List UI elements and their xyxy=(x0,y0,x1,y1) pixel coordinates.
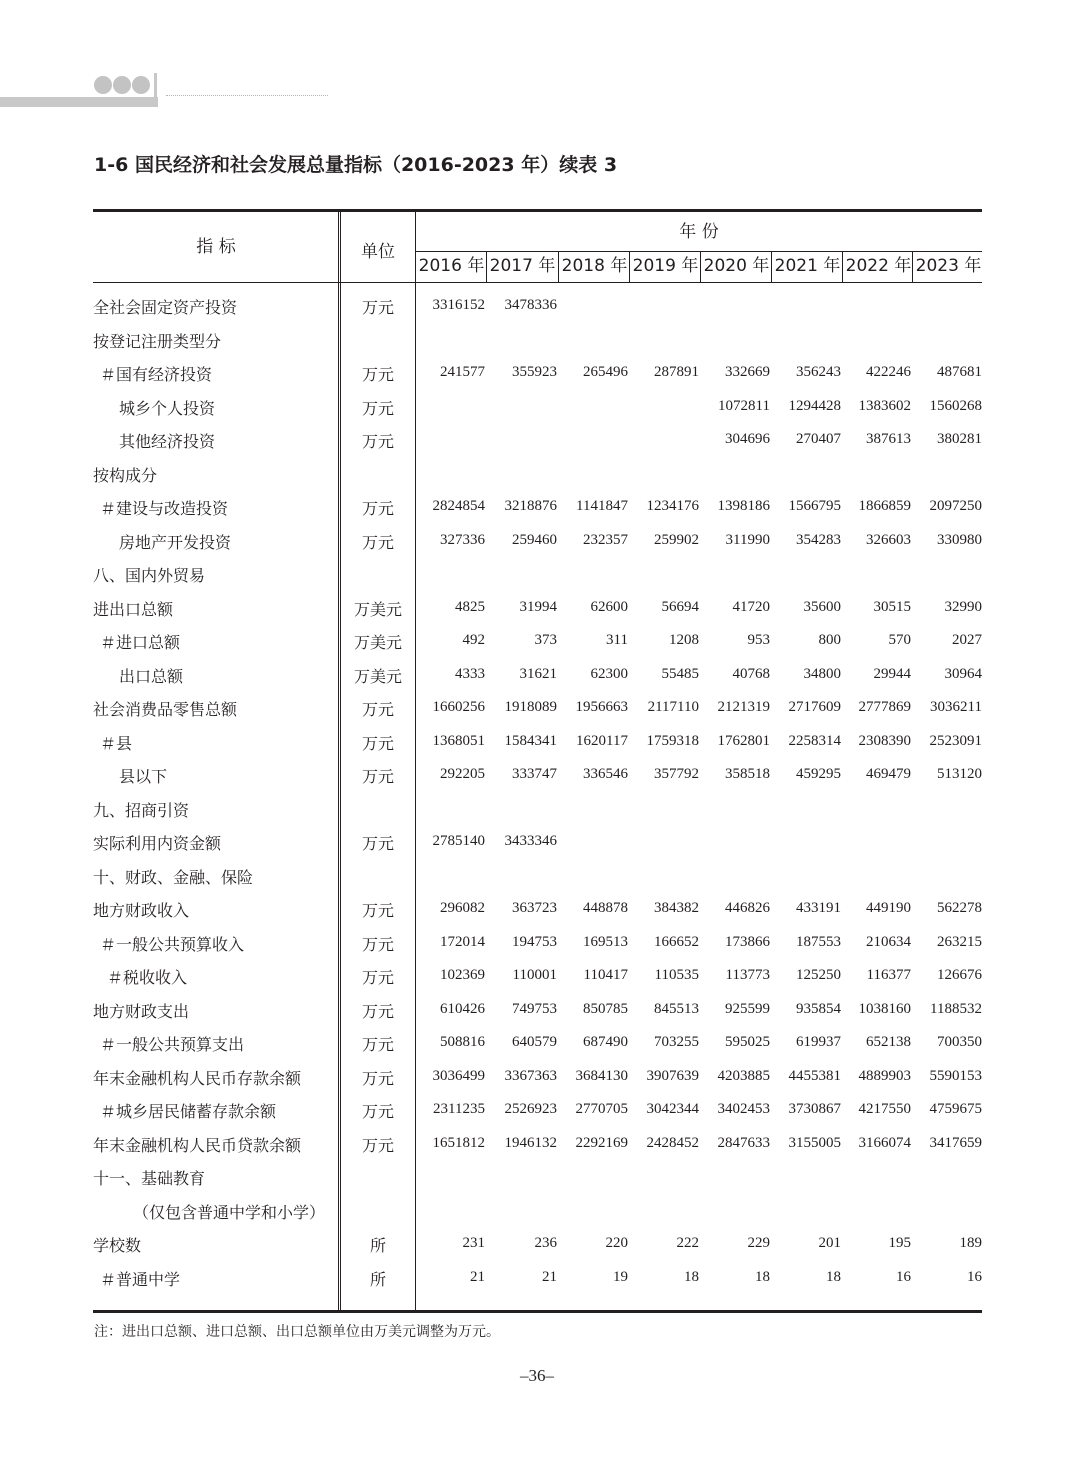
row-value: 1294428 xyxy=(788,397,841,414)
row-value: 422246 xyxy=(866,364,911,380)
row-value: 357792 xyxy=(654,766,699,782)
row-label: ＃进口总额 xyxy=(100,633,181,652)
row-value: 1188532 xyxy=(930,1000,982,1017)
row-label: ＃城乡居民储蓄存款余额 xyxy=(100,1102,277,1121)
row-unit: 万元 xyxy=(361,733,394,753)
row-value: 172014 xyxy=(440,933,485,950)
row-value: 35600 xyxy=(803,598,841,615)
header-bottom-rule xyxy=(93,282,982,283)
row-unit: 万元 xyxy=(361,934,394,954)
header-year: 2021 年 xyxy=(774,256,841,276)
row-value: 311 xyxy=(606,632,628,648)
row-value: 330980 xyxy=(937,531,982,548)
row-value: 311990 xyxy=(725,531,770,548)
row-value: 2027 xyxy=(952,632,982,648)
row-value: 595025 xyxy=(725,1034,770,1050)
row-label: ＃一般公共预算收入 xyxy=(100,934,245,954)
row-value: 373 xyxy=(534,632,557,648)
row-value: 18 xyxy=(684,1268,699,1285)
row-label: 八、国内外贸易 xyxy=(93,566,206,585)
row-value: 327336 xyxy=(440,531,485,548)
row-unit: 万元 xyxy=(361,532,394,552)
row-value: 16 xyxy=(967,1268,982,1285)
row-value: 2097250 xyxy=(929,498,982,514)
row-label: ＃一般公共预算支出 xyxy=(100,1035,245,1054)
row-unit: 万元 xyxy=(361,767,394,786)
row-unit: 万元 xyxy=(361,398,394,418)
table-row xyxy=(0,466,1074,499)
row-label: 全社会固定资产投资 xyxy=(93,298,238,317)
row-value: 56694 xyxy=(661,598,699,615)
row-value: 32990 xyxy=(944,598,982,615)
row-value: 110535 xyxy=(654,967,699,983)
row-value: 2526923 xyxy=(504,1101,557,1117)
table-row xyxy=(0,734,1074,767)
row-value: 1383602 xyxy=(858,397,911,414)
table-row xyxy=(0,399,1074,432)
row-value: 55485 xyxy=(661,665,699,682)
row-value: 3730867 xyxy=(788,1101,841,1117)
row-value: 18 xyxy=(755,1268,770,1285)
row-value: 3166074 xyxy=(858,1134,911,1151)
row-value: 1620117 xyxy=(576,732,628,749)
row-label: ＃建设与改造投资 xyxy=(100,499,229,518)
row-value: 2717609 xyxy=(788,699,841,715)
row-value: 358518 xyxy=(725,766,770,782)
row-value: 446826 xyxy=(725,900,770,916)
row-value: 187553 xyxy=(796,933,841,950)
row-value: 4217550 xyxy=(858,1101,911,1117)
row-value: 229 xyxy=(747,1235,770,1251)
row-value: 259902 xyxy=(654,531,699,548)
row-value: 4203885 xyxy=(717,1067,770,1084)
row-value: 1946132 xyxy=(504,1134,557,1151)
row-value: 433191 xyxy=(796,900,841,916)
row-value: 449190 xyxy=(866,900,911,916)
row-value: 3367363 xyxy=(504,1067,557,1084)
row-value: 3036211 xyxy=(930,699,982,715)
row-label: 城乡个人投资 xyxy=(119,398,216,418)
row-label: 地方财政支出 xyxy=(93,1001,190,1021)
row-label: ＃税收收入 xyxy=(107,968,188,987)
row-value: 355923 xyxy=(512,364,557,380)
row-value: 3907639 xyxy=(646,1067,699,1084)
header-indicator: 指 标 xyxy=(196,237,236,257)
row-value: 1866859 xyxy=(858,498,911,514)
row-value: 487681 xyxy=(937,364,982,380)
row-value: 570 xyxy=(888,632,911,648)
row-value: 1956663 xyxy=(575,699,628,715)
row-value: 610426 xyxy=(440,1000,485,1017)
header-dot-icon xyxy=(113,76,131,94)
row-value: 1368051 xyxy=(432,732,485,749)
row-value: 18 xyxy=(826,1268,841,1285)
table-row xyxy=(0,1035,1074,1068)
row-value: 687490 xyxy=(583,1034,628,1050)
row-value: 2785140 xyxy=(432,833,485,849)
row-label: 实际利用内资金额 xyxy=(93,834,222,853)
table-row xyxy=(0,868,1074,901)
table-row xyxy=(0,801,1074,834)
header-dot-icon xyxy=(94,76,112,94)
row-value: 3684130 xyxy=(575,1067,628,1084)
row-label: 年末金融机构人民币存款余额 xyxy=(93,1068,302,1088)
table-row xyxy=(0,667,1074,700)
table-row xyxy=(0,968,1074,1001)
table-top-rule xyxy=(93,209,982,212)
row-unit: 万元 xyxy=(361,1035,394,1054)
row-unit: 万美元 xyxy=(353,599,402,619)
row-value: 4333 xyxy=(455,665,485,682)
row-label: 其他经济投资 xyxy=(119,432,216,451)
row-value: 189 xyxy=(959,1235,982,1251)
row-label: ＃县 xyxy=(100,733,133,753)
row-value: 220 xyxy=(605,1235,628,1251)
header-year: 2023 年 xyxy=(915,256,982,276)
row-unit: 万元 xyxy=(361,1068,394,1088)
row-value: 3042344 xyxy=(646,1101,699,1117)
row-label: 九、招商引资 xyxy=(93,800,190,820)
row-unit: 所 xyxy=(369,1236,386,1255)
row-label: 十一、基础教育 xyxy=(93,1169,206,1188)
table-row xyxy=(0,533,1074,566)
table-row xyxy=(0,1069,1074,1102)
row-value: 62300 xyxy=(590,665,628,682)
table-row xyxy=(0,499,1074,532)
row-value: 469479 xyxy=(866,766,911,782)
row-value: 850785 xyxy=(583,1000,628,1017)
row-value: 1398186 xyxy=(717,498,770,514)
row-value: 2308390 xyxy=(858,732,911,749)
row-value: 1141847 xyxy=(576,498,628,514)
row-value: 562278 xyxy=(937,900,982,916)
row-label: ＃普通中学 xyxy=(100,1269,181,1289)
row-value: 700350 xyxy=(937,1034,982,1050)
row-unit: 万元 xyxy=(361,499,394,518)
row-value: 31994 xyxy=(519,598,557,615)
row-label: 房地产开发投资 xyxy=(119,532,232,552)
row-value: 222 xyxy=(676,1235,699,1251)
row-value: 19 xyxy=(613,1268,628,1285)
row-value: 459295 xyxy=(796,766,841,782)
row-value: 113773 xyxy=(725,967,770,983)
row-value: 241577 xyxy=(440,364,485,380)
table-row xyxy=(0,432,1074,465)
row-unit: 万元 xyxy=(361,1001,394,1021)
table-row xyxy=(0,600,1074,633)
table-row xyxy=(0,1270,1074,1303)
row-value: 232357 xyxy=(583,531,628,548)
row-value: 1234176 xyxy=(646,498,699,514)
row-value: 2824854 xyxy=(432,498,485,514)
row-value: 3218876 xyxy=(504,498,557,514)
row-value: 116377 xyxy=(866,967,911,983)
header-divider xyxy=(154,73,157,107)
row-value: 169513 xyxy=(583,933,628,950)
header-year: 2019 年 xyxy=(632,256,699,276)
header-dotted-line xyxy=(166,95,328,96)
row-value: 845513 xyxy=(654,1000,699,1017)
header-year: 2018 年 xyxy=(561,256,628,276)
row-value: 195 xyxy=(888,1235,911,1251)
row-value: 4825 xyxy=(455,598,485,615)
row-value: 1566795 xyxy=(788,498,841,514)
row-value: 4455381 xyxy=(788,1067,841,1084)
table-row xyxy=(0,1002,1074,1035)
table-row xyxy=(0,1236,1074,1269)
table-row xyxy=(0,633,1074,666)
row-unit: 万元 xyxy=(361,1135,394,1155)
row-unit: 万美元 xyxy=(353,666,402,686)
table-row xyxy=(0,834,1074,867)
row-value: 935854 xyxy=(796,1000,841,1017)
row-value: 925599 xyxy=(725,1000,770,1017)
row-unit: 万美元 xyxy=(353,633,402,652)
row-value: 384382 xyxy=(654,900,699,916)
row-value: 326603 xyxy=(866,531,911,548)
row-unit: 万元 xyxy=(361,700,394,719)
row-unit: 万元 xyxy=(361,365,394,384)
row-value: 3155005 xyxy=(788,1134,841,1151)
row-value: 201 xyxy=(818,1235,841,1251)
row-value: 1560268 xyxy=(929,397,982,414)
row-value: 4889903 xyxy=(858,1067,911,1084)
row-value: 800 xyxy=(818,632,841,648)
header-band xyxy=(0,97,158,107)
table-bottom-rule xyxy=(93,1310,982,1313)
row-value: 30964 xyxy=(944,665,982,682)
row-value: 166652 xyxy=(654,933,699,950)
row-label: 年末金融机构人民币贷款余额 xyxy=(93,1135,302,1155)
row-unit: 所 xyxy=(369,1269,386,1289)
row-value: 21 xyxy=(542,1268,557,1285)
row-value: 40768 xyxy=(732,665,770,682)
header-years-group: 年 份 xyxy=(679,222,719,242)
row-value: 29944 xyxy=(873,665,911,682)
row-value: 3433346 xyxy=(504,833,557,849)
row-value: 1762801 xyxy=(717,732,770,749)
row-value: 3478336 xyxy=(504,297,557,313)
row-unit: 万元 xyxy=(361,298,394,317)
header-unit: 单位 xyxy=(361,242,395,262)
row-label: 进出口总额 xyxy=(93,599,174,619)
row-value: 102369 xyxy=(440,967,485,983)
row-value: 2770705 xyxy=(575,1101,628,1117)
row-value: 3417659 xyxy=(929,1134,982,1151)
row-value: 1759318 xyxy=(646,732,699,749)
row-value: 336546 xyxy=(583,766,628,782)
row-value: 2121319 xyxy=(717,699,770,715)
row-value: 2847633 xyxy=(717,1134,770,1151)
table-row xyxy=(0,1136,1074,1169)
row-label: （仅包含普通中学和小学） xyxy=(133,1202,326,1222)
table-title: 1-6 国民经济和社会发展总量指标（2016-2023 年）续表 3 xyxy=(94,154,618,176)
row-value: 173866 xyxy=(725,933,770,950)
row-label: 社会消费品零售总额 xyxy=(93,700,238,719)
row-value: 703255 xyxy=(654,1034,699,1050)
row-value: 62600 xyxy=(590,598,628,615)
row-value: 16 xyxy=(896,1268,911,1285)
row-value: 333747 xyxy=(512,766,557,782)
row-value: 640579 xyxy=(512,1034,557,1050)
row-value: 41720 xyxy=(732,598,770,615)
page-number: –36– xyxy=(520,1366,554,1385)
table-row xyxy=(0,365,1074,398)
row-value: 296082 xyxy=(440,900,485,916)
row-label: 地方财政收入 xyxy=(93,901,190,920)
row-value: 30515 xyxy=(873,598,911,615)
row-value: 2523091 xyxy=(929,732,982,749)
row-value: 263215 xyxy=(937,933,982,950)
table-row xyxy=(0,1203,1074,1236)
row-value: 363723 xyxy=(512,900,557,916)
row-value: 259460 xyxy=(512,531,557,548)
table-row xyxy=(0,767,1074,800)
header-year: 2016 年 xyxy=(418,256,485,276)
row-value: 3036499 xyxy=(432,1067,485,1084)
row-value: 354283 xyxy=(796,531,841,548)
row-value: 492 xyxy=(462,632,485,648)
row-value: 749753 xyxy=(512,1000,557,1017)
row-value: 287891 xyxy=(654,364,699,380)
year-group-rule xyxy=(416,251,982,252)
row-value: 2311235 xyxy=(433,1101,485,1117)
row-value: 4759675 xyxy=(929,1101,982,1117)
row-value: 619937 xyxy=(796,1034,841,1050)
row-value: 508816 xyxy=(440,1034,485,1050)
row-value: 265496 xyxy=(583,364,628,380)
table-row xyxy=(0,1102,1074,1135)
row-value: 5590153 xyxy=(929,1067,982,1084)
row-label: 按构成分 xyxy=(93,465,158,485)
row-value: 380281 xyxy=(937,431,982,447)
table-row xyxy=(0,700,1074,733)
row-value: 2428452 xyxy=(646,1134,699,1151)
row-value: 2117110 xyxy=(647,699,699,715)
header-dot-icon xyxy=(132,76,150,94)
row-value: 125250 xyxy=(796,967,841,983)
row-value: 2777869 xyxy=(858,699,911,715)
row-value: 3316152 xyxy=(432,297,485,313)
row-label: 学校数 xyxy=(93,1236,142,1255)
row-value: 31621 xyxy=(519,665,557,682)
row-value: 332669 xyxy=(725,364,770,380)
row-value: 1660256 xyxy=(432,699,485,715)
row-unit: 万元 xyxy=(361,901,394,920)
row-value: 34800 xyxy=(803,665,841,682)
table-row xyxy=(0,566,1074,599)
row-value: 387613 xyxy=(866,431,911,447)
row-value: 3402453 xyxy=(717,1101,770,1117)
row-label: 县以下 xyxy=(119,767,168,786)
row-value: 1584341 xyxy=(504,732,557,749)
row-value: 210634 xyxy=(866,933,911,950)
row-value: 270407 xyxy=(796,431,841,447)
table-row xyxy=(0,935,1074,968)
header-year: 2022 年 xyxy=(845,256,912,276)
table-row xyxy=(0,332,1074,365)
row-value: 1208 xyxy=(669,632,699,648)
row-unit: 万元 xyxy=(361,432,394,451)
row-label: ＃国有经济投资 xyxy=(100,365,213,384)
row-value: 2258314 xyxy=(788,732,841,749)
row-value: 126676 xyxy=(937,967,982,983)
row-value: 513120 xyxy=(937,766,982,782)
row-value: 21 xyxy=(470,1268,485,1285)
header-year: 2017 年 xyxy=(489,256,556,276)
table-note: 注：进出口总额、进口总额、出口总额单位由万美元调整为万元。 xyxy=(94,1324,500,1340)
row-value: 2292169 xyxy=(575,1134,628,1151)
row-value: 292205 xyxy=(440,766,485,782)
row-label: 按登记注册类型分 xyxy=(93,331,222,351)
row-value: 304696 xyxy=(725,431,770,447)
row-unit: 万元 xyxy=(361,968,394,987)
row-label: 十、财政、金融、保险 xyxy=(93,867,254,887)
table-row xyxy=(0,901,1074,934)
row-value: 110001 xyxy=(512,967,557,983)
row-value: 356243 xyxy=(796,364,841,380)
row-value: 1072811 xyxy=(718,397,770,414)
row-unit: 万元 xyxy=(361,1102,394,1121)
row-value: 110417 xyxy=(583,967,628,983)
row-value: 236 xyxy=(534,1235,557,1251)
row-value: 231 xyxy=(462,1235,485,1251)
row-value: 194753 xyxy=(512,933,557,950)
table-row xyxy=(0,298,1074,331)
row-value: 1918089 xyxy=(504,699,557,715)
table-row xyxy=(0,1169,1074,1202)
row-value: 1038160 xyxy=(858,1000,911,1017)
row-value: 1651812 xyxy=(432,1134,485,1151)
row-value: 448878 xyxy=(583,900,628,916)
row-unit: 万元 xyxy=(361,834,394,853)
header-year: 2020 年 xyxy=(703,256,770,276)
row-value: 652138 xyxy=(866,1034,911,1050)
row-value: 953 xyxy=(747,632,770,648)
row-label: 出口总额 xyxy=(119,666,184,686)
